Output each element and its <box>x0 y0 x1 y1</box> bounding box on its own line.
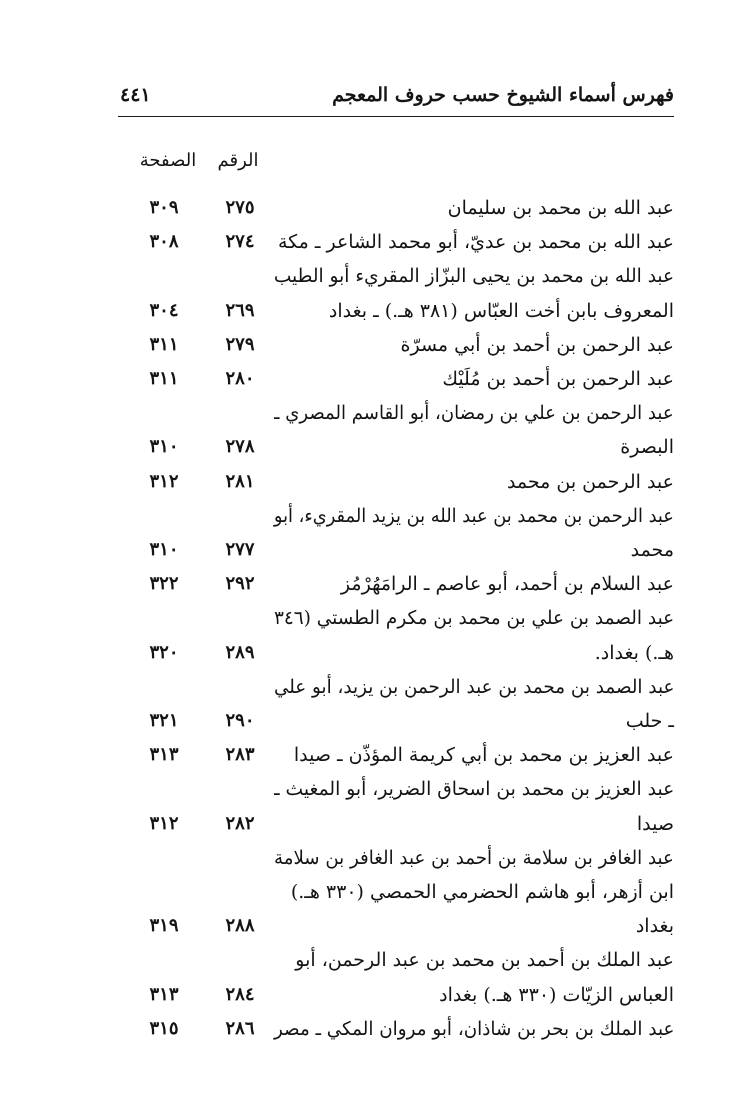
entry-name: صيدا <box>636 812 674 835</box>
index-entry-row <box>118 945 674 979</box>
index-entry-row <box>118 603 674 637</box>
index-entry-row <box>118 877 674 911</box>
entry-page: ٣٠٤ <box>149 299 179 321</box>
entry-name: هـ.) بغداد. <box>594 641 674 664</box>
index-entry-row <box>118 809 674 843</box>
entry-page: ٣١٣ <box>149 983 179 1005</box>
entry-name: عبد الله بن محمد بن عديّ، أبو محمد الشاعر ـ مكة <box>277 231 674 254</box>
entry-page: ٣١١ <box>149 333 179 355</box>
index-entry-row <box>118 193 674 227</box>
entry-name: عبد الله بن محمد بن سليمان <box>447 197 674 219</box>
index-entry-row <box>118 501 674 535</box>
index-entry-row <box>118 432 674 466</box>
index-entry-row <box>118 911 674 945</box>
entry-page: ٣٢١ <box>149 710 179 731</box>
entry-page: ٣٠٨ <box>149 231 179 253</box>
entry-page: ٣١٠ <box>149 436 179 458</box>
page-header <box>118 80 674 117</box>
page-number: ٤٤١ <box>120 84 151 106</box>
index-entry-row <box>118 535 674 569</box>
entry-number: ٢٦٩ <box>225 299 255 321</box>
entry-name: عبد الملك بن أحمد بن محمد بن عبد الرحمن، أبو <box>295 949 674 972</box>
entry-number: ٢٨٨ <box>225 915 255 937</box>
entry-name: عبد الرحمن بن محمد بن عبد الله بن يزيد المقريء، أبو <box>273 504 674 527</box>
index-entry-row <box>118 980 674 1014</box>
entry-name: عبد السلام بن أحمد، أبو عاصم ـ الرامَهُرْمُز <box>340 573 674 596</box>
entry-number: ٢٧٤ <box>225 231 255 253</box>
index-entry-row <box>118 330 674 364</box>
entry-number: ٢٨٢ <box>225 812 255 834</box>
page-column-header: الصفحة <box>139 150 197 171</box>
entry-number: ٢٧٥ <box>225 197 255 218</box>
entry-page: ٣١٣ <box>149 744 179 766</box>
entry-page: ٣٢٠ <box>149 641 179 663</box>
entry-name: عبد الرحمن بن محمد <box>506 470 674 493</box>
index-entry-row <box>118 774 674 808</box>
index-entry-row <box>118 638 674 672</box>
entry-name: بغداد <box>635 915 674 938</box>
entry-number: ٢٨٣ <box>225 744 255 766</box>
entry-name: عبد العزيز بن محمد بن أبي كريمة المؤذّن ـ صيدا <box>293 744 674 767</box>
entry-name: عبد الله بن محمد بن يحيى البزّاز المقريء أبو الطيب <box>273 265 674 288</box>
header-title: فهرس أسماء الشيوخ حسب حروف المعجم <box>332 84 674 106</box>
index-entry-row <box>118 569 674 603</box>
entry-name: عبد الرحمن بن علي بن رمضان، أبو القاسم المصري ـ <box>274 402 674 425</box>
entry-name: عبد الصمد بن محمد بن عبد الرحمن بن يزيد، أبو علي <box>273 675 674 698</box>
entry-name: البصرة <box>620 436 674 459</box>
entry-name: عبد الرحمن بن أحمد بن مُلَيْك <box>442 368 674 390</box>
entry-number: ٢٨٤ <box>225 983 255 1005</box>
entry-page: ٣١١ <box>149 368 179 389</box>
entry-name: ـ حلب <box>625 710 674 732</box>
index-entry-row <box>118 227 674 261</box>
entry-number: ٢٧٧ <box>225 539 255 560</box>
entry-page: ٣١٩ <box>149 915 179 937</box>
entry-name: عبد الصمد بن علي بن محمد بن مكرم الطستي (٣٤٦ <box>273 607 674 630</box>
entry-number: ٢٧٨ <box>225 436 255 458</box>
entry-page: ٣٠٩ <box>149 197 179 218</box>
entry-page: ٣١٥ <box>149 1017 179 1039</box>
entry-page: ٣١٢ <box>149 470 179 492</box>
entry-number: ٢٨٩ <box>225 641 255 663</box>
index-entry-row <box>118 261 674 295</box>
index-entry-row <box>118 843 674 877</box>
index-entry-row <box>118 296 674 330</box>
entry-number: ٢٩٢ <box>225 573 255 595</box>
entry-name: ابن أزهر، أبو هاشم الحضرمي الحمصي (٣٣٠ هـ.) <box>290 881 674 903</box>
entry-number: ٢٧٩ <box>225 333 255 355</box>
index-entry-row <box>118 706 674 740</box>
entry-name: العباس الزيّات (٣٣٠ هـ.) بغداد <box>439 983 674 1006</box>
index-entry-row <box>118 1014 674 1048</box>
entry-name: محمد <box>630 539 674 561</box>
index-entry-row <box>118 467 674 501</box>
entry-name: عبد الغافر بن سلامة بن أحمد بن عبد الغافر بن سلامة <box>274 846 674 869</box>
entry-number: ٢٩٠ <box>225 710 255 731</box>
entry-number: ٢٨٠ <box>225 368 255 389</box>
entry-number: ٢٨١ <box>225 470 255 492</box>
index-entry-row <box>118 364 674 398</box>
entry-name: المعروف بابن أخت العبّاس (٣٨١ هـ.) ـ بغداد <box>328 299 674 322</box>
entry-page: ٣٢٢ <box>149 573 179 595</box>
entry-name: عبد العزيز بن محمد بن اسحاق الضرير، أبو المغيث ـ <box>273 778 674 801</box>
number-column-header: الرقم <box>217 150 259 171</box>
index-entry-row <box>118 398 674 432</box>
entry-page: ٣١٠ <box>149 539 179 560</box>
index-entry-row <box>118 672 674 706</box>
entry-page: ٣١٢ <box>149 812 179 834</box>
entry-name: عبد الرحمن بن أحمد بن أبي مسرّة <box>400 333 674 356</box>
entry-name: عبد الملك بن بحر بن شاذان، أبو مروان المكي ـ مصر <box>273 1017 674 1040</box>
index-entry-row <box>118 740 674 774</box>
entry-number: ٢٨٦ <box>225 1017 255 1039</box>
